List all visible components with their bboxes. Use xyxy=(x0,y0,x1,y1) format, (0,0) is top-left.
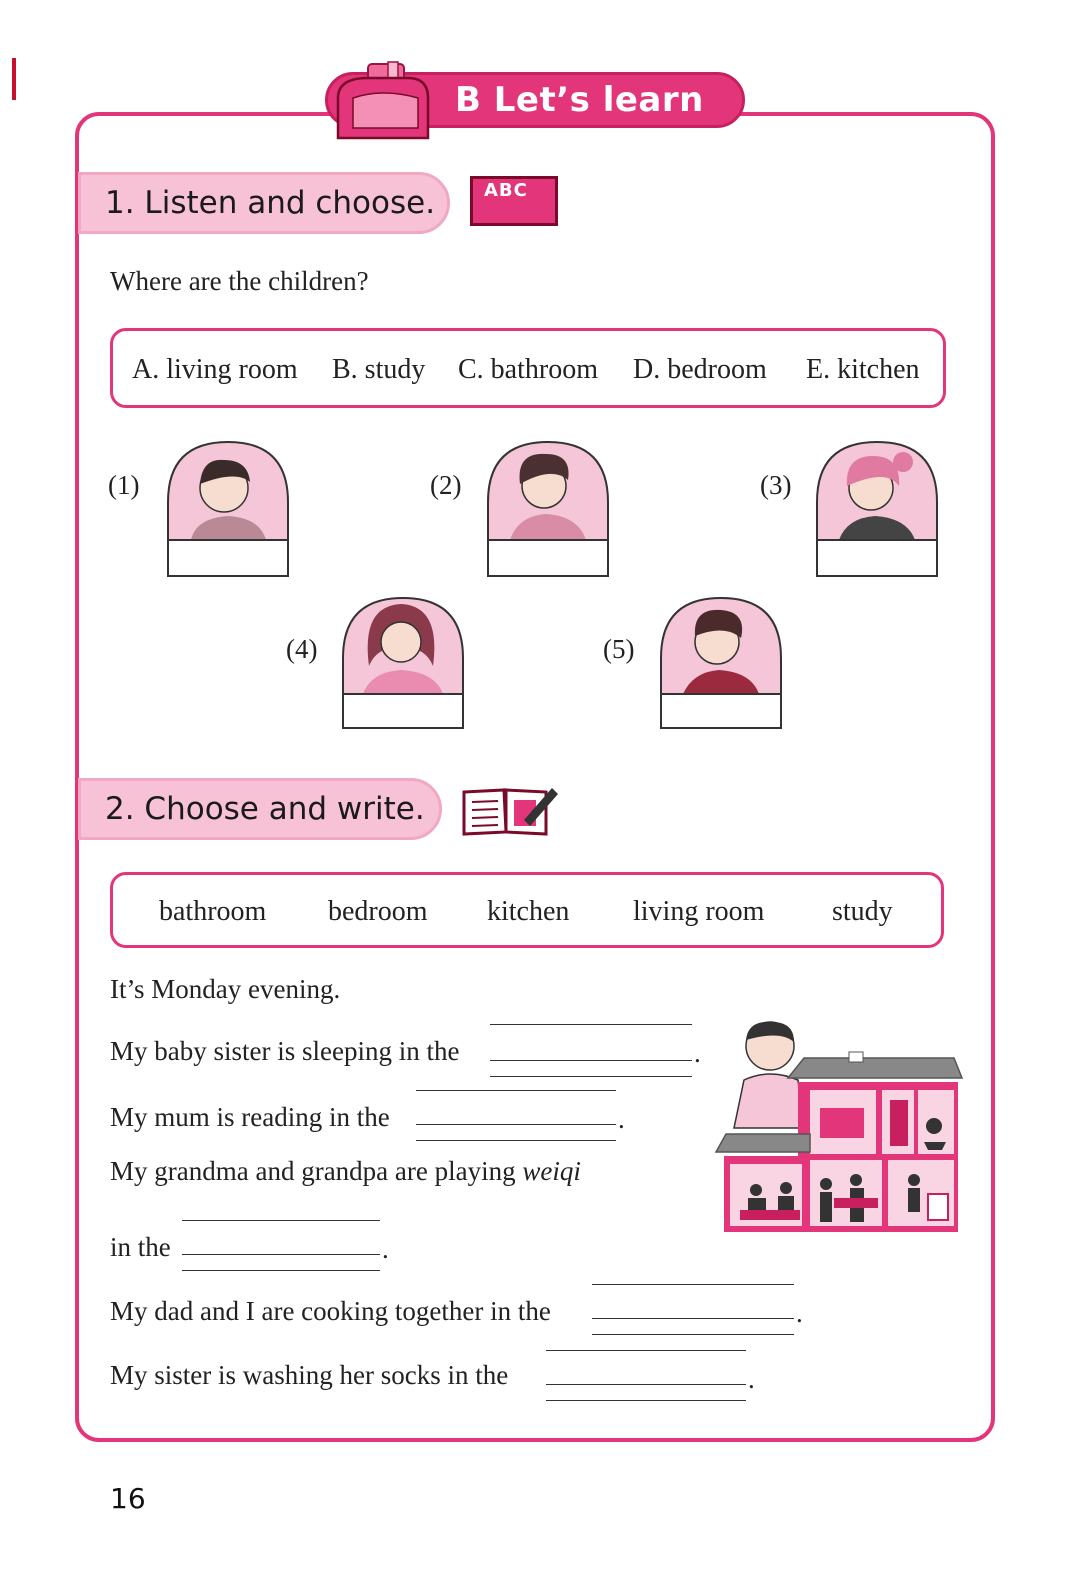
option-c: C. bathroom xyxy=(458,354,598,385)
sentence-3-line-2: in the xyxy=(110,1232,171,1262)
section-2-title: 2. Choose and write. xyxy=(78,778,442,840)
abc-icon-label: ABC xyxy=(484,180,528,201)
picture-3-number: (3) xyxy=(760,470,792,500)
answer-blank-5[interactable] xyxy=(546,1384,746,1385)
page-number: 16 xyxy=(110,1482,146,1515)
book-pencil-icon xyxy=(460,782,560,838)
sentence-4: My dad and I are cooking together in the xyxy=(110,1296,551,1326)
word-bathroom: bathroom xyxy=(159,896,267,927)
period: . xyxy=(694,1038,701,1068)
boy-portrait-icon xyxy=(486,440,610,578)
sentence-1: My baby sister is sleeping in the xyxy=(110,1036,460,1066)
answer-line xyxy=(182,1270,380,1271)
intro-sentence: It’s Monday evening. xyxy=(110,974,341,1004)
picture-4-number: (4) xyxy=(286,634,318,664)
banner-title: B Let’s learn xyxy=(455,80,704,120)
answer-line xyxy=(490,1024,692,1025)
boy-portrait-icon xyxy=(166,440,290,578)
girl-portrait-icon xyxy=(341,596,465,730)
option-b: B. study xyxy=(332,354,426,385)
schoolbag-icon xyxy=(328,58,438,148)
sentence-3-line-1 xyxy=(110,1156,581,1187)
sentence-5: My sister is washing her socks in the xyxy=(110,1360,509,1390)
girl-portrait-icon xyxy=(815,440,939,578)
boy-portrait-icon xyxy=(659,596,783,730)
sentence-2: My mum is reading in the xyxy=(110,1102,390,1132)
answer-line xyxy=(592,1334,794,1335)
period: . xyxy=(382,1234,389,1264)
edge-mark xyxy=(12,58,16,100)
answer-line xyxy=(592,1284,794,1285)
option-d: D. bedroom xyxy=(633,354,767,385)
word-study: study xyxy=(832,896,893,927)
word-living-room: living room xyxy=(633,896,765,927)
sentence-3-text: My grandma and grandpa are playing xyxy=(110,1156,516,1186)
period: . xyxy=(796,1298,803,1328)
answer-blank-1[interactable] xyxy=(490,1060,692,1061)
picture-5-number: (5) xyxy=(603,634,635,664)
word-bedroom: bedroom xyxy=(328,896,428,927)
answer-line xyxy=(416,1140,616,1141)
exercise-frame xyxy=(75,112,995,1442)
period: . xyxy=(748,1364,755,1394)
house-illustration xyxy=(714,1018,968,1236)
answer-line xyxy=(416,1090,616,1091)
option-a: A. living room xyxy=(132,354,298,385)
answer-line xyxy=(490,1076,692,1077)
period: . xyxy=(618,1104,625,1134)
answer-line xyxy=(182,1220,380,1221)
option-e: E. kitchen xyxy=(806,354,920,385)
answer-line xyxy=(546,1400,746,1401)
section-1-title: 1. Listen and choose. xyxy=(78,172,450,234)
picture-1-number: (1) xyxy=(108,470,140,500)
question-text: Where are the children? xyxy=(110,266,369,296)
answer-blank-2[interactable] xyxy=(416,1124,616,1125)
answer-blank-3[interactable] xyxy=(182,1254,380,1255)
picture-2-number: (2) xyxy=(430,470,462,500)
weiqi-word: weiqi xyxy=(522,1156,581,1186)
word-kitchen: kitchen xyxy=(487,896,570,927)
answer-line xyxy=(546,1350,746,1351)
answer-blank-4[interactable] xyxy=(592,1318,794,1319)
